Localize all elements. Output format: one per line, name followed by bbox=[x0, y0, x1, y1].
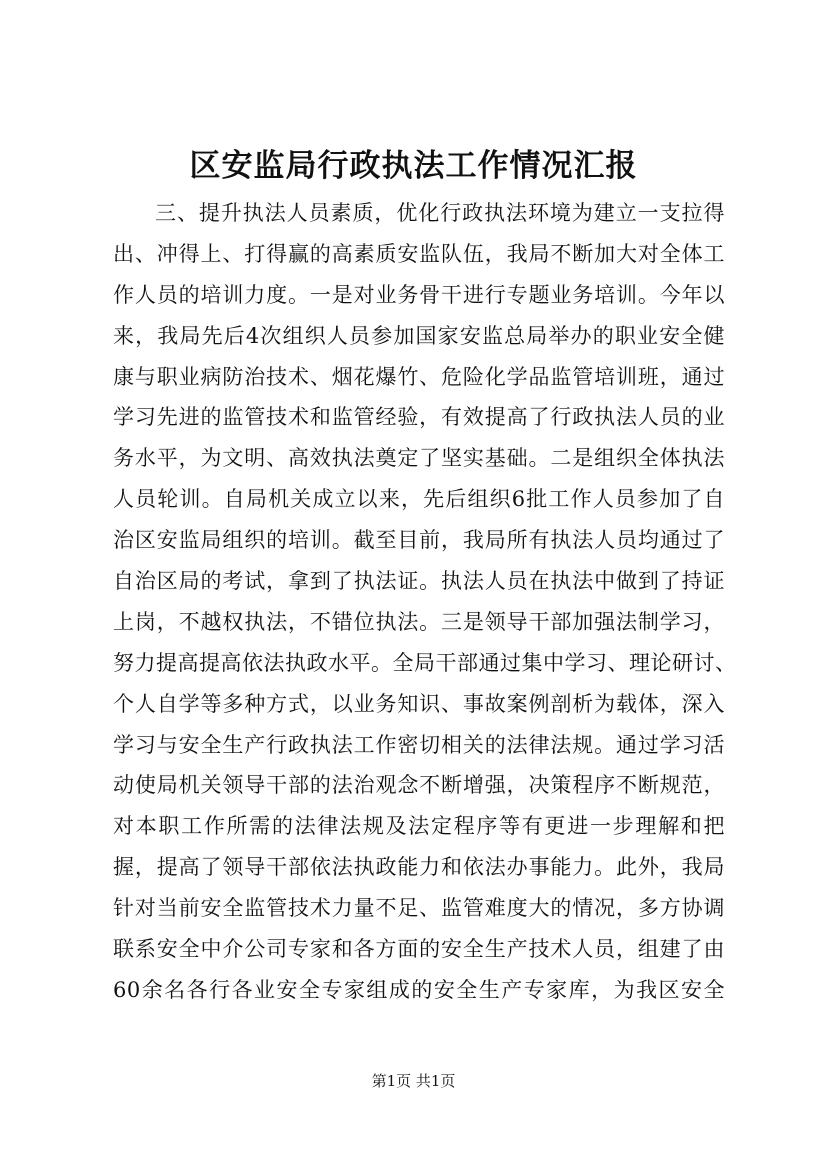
document-title: 区安监局行政执法工作情况汇报 bbox=[189, 148, 638, 184]
body-line: 自治区局的考试，拿到了执法证。执法人员在执法中做到了持证 bbox=[113, 569, 725, 594]
body-line: 握，提高了领导干部依法执政能力和依法办事能力。此外，我局 bbox=[113, 855, 725, 880]
body-line: 学习与安全生产行政执法工作密切相关的法律法规。通过学习活 bbox=[113, 732, 725, 757]
body-line: 人员轮训。自局机关成立以来，先后组织6批工作人员参加了自 bbox=[113, 487, 725, 512]
body-line: 出、冲得上、打得赢的高素质安监队伍，我局不断加大对全体工 bbox=[113, 241, 725, 266]
document-body bbox=[113, 193, 737, 1011]
body-line: 学习先进的监管技术和监管经验，有效提高了行政执法人员的业 bbox=[113, 405, 725, 430]
body-line: 努力提高提高依法执政水平。全局干部通过集中学习、理论研讨、 bbox=[113, 650, 737, 675]
body-line: 作人员的培训力度。一是对业务骨干进行专题业务培训。今年以 bbox=[113, 282, 725, 307]
body-line: 针对当前安全监管技术力量不足、监管难度大的情况，多方协调 bbox=[113, 896, 725, 921]
page-footer: 第1页 共1页 bbox=[371, 1072, 456, 1090]
body-line: 上岗，不越权执法，不错位执法。三是领导干部加强法制学习， bbox=[113, 609, 725, 634]
body-line: 个人自学等多种方式，以业务知识、事故案例剖析为载体，深入 bbox=[113, 691, 725, 716]
body-line: 对本职工作所需的法律法规及法定程序等有更进一步理解和把 bbox=[113, 814, 725, 839]
body-line: 三、提升执法人员素质，优化行政执法环境为建立一支拉得 bbox=[155, 201, 725, 225]
body-line: 动使局机关领导干部的法治观念不断增强，决策程序不断规范， bbox=[113, 773, 725, 798]
body-line: 联系安全中介公司专家和各方面的安全生产技术人员，组建了由 bbox=[113, 937, 725, 962]
body-line: 来，我局先后4次组织人员参加国家安监总局举办的职业安全健 bbox=[113, 323, 725, 348]
body-line: 治区安监局组织的培训。截至目前，我局所有执法人员均通过了 bbox=[113, 528, 725, 553]
body-line: 60余名各行各业安全专家组成的安全生产专家库，为我区安全 bbox=[113, 977, 725, 1002]
body-line: 务水平，为文明、高效执法奠定了坚实基础。二是组织全体执法 bbox=[113, 446, 725, 471]
body-line: 康与职业病防治技术、烟花爆竹、危险化学品监管培训班，通过 bbox=[113, 364, 725, 389]
